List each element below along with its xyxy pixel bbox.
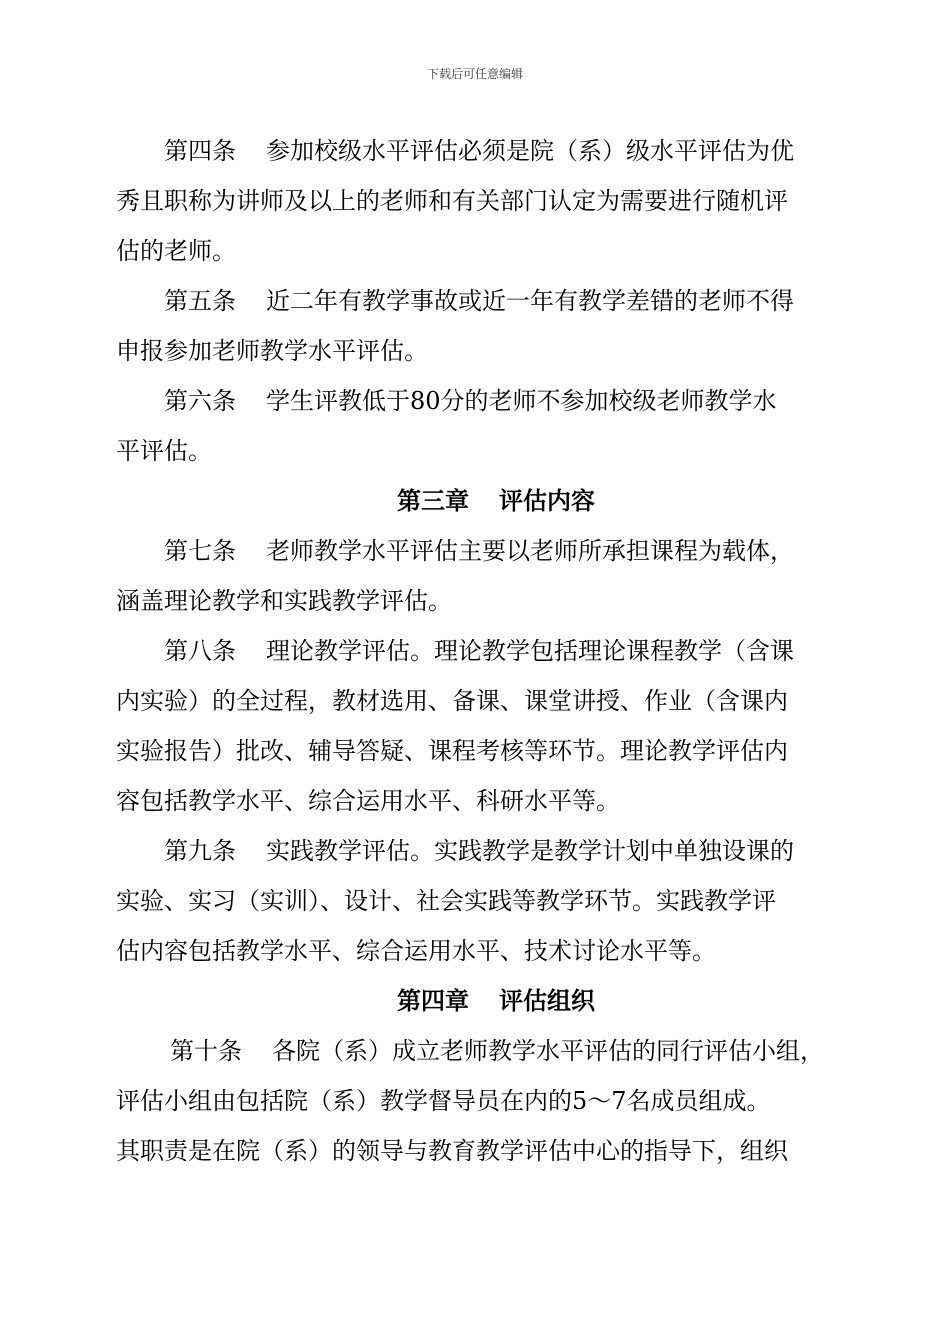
- paragraph-line: [116, 326, 836, 376]
- line-text: 实践教学评估。实践教学是教学计划中单独设课的: [266, 837, 794, 865]
- line-text: 容包括教学水平、综合运用水平、科研水平等。: [116, 787, 620, 815]
- article-number: 第十条: [170, 1037, 242, 1065]
- line-text: 实验、实习（实训）、设计、社会实践等教学环节。实践教学评: [116, 887, 776, 915]
- paragraph-line: [116, 926, 836, 976]
- article-number: 第四条: [164, 137, 236, 165]
- chapter-number: 第三章: [397, 486, 469, 515]
- chapter-title: 评估组织: [499, 986, 595, 1015]
- paragraph-line: [116, 876, 836, 926]
- paragraph-line: [116, 576, 836, 626]
- page-header-note: 下载后可任意编辑: [426, 67, 523, 81]
- paragraph-line: [116, 726, 836, 776]
- line-text: 各院（系）成立老师教学水平评估的同行评估小组，: [272, 1037, 824, 1065]
- paragraph-line: [116, 426, 836, 476]
- paragraph-line: [116, 226, 836, 276]
- article-number: 第九条: [164, 837, 236, 865]
- article-number: 第七条: [164, 537, 236, 565]
- line-text: 秀且职称为讲师及以上的老师和有关部门认定为需要进行随机评: [116, 187, 788, 215]
- paragraph-line: [116, 776, 836, 826]
- chapter-number: 第四章: [397, 986, 469, 1015]
- document-body: [116, 126, 836, 1176]
- line-text: 评估小组由包括院（系）教学督导员在内的5～7名成员组成。: [116, 1087, 771, 1115]
- article-first-line: [116, 126, 836, 176]
- article-first-line: [116, 826, 836, 876]
- article-first-line: [116, 526, 836, 576]
- line-text: 估内容包括教学水平、综合运用水平、技术讨论水平等。: [116, 937, 716, 965]
- line-text: 平评估。: [116, 437, 212, 465]
- chapter-heading: [116, 476, 836, 526]
- line-text: 老师教学水平评估主要以老师所承担课程为载体，: [266, 537, 794, 565]
- article-first-line: [116, 276, 836, 326]
- line-text: 其职责是在院（系）的领导与教育教学评估中心的指导下，组织: [116, 1137, 788, 1165]
- article-number: 第六条: [164, 387, 236, 415]
- paragraph-line: [116, 176, 836, 226]
- line-text: 近二年有教学事故或近一年有教学差错的老师不得: [266, 287, 794, 315]
- paragraph-line: [116, 1126, 836, 1176]
- line-text: 内实验）的全过程，教材选用、备课、课堂讲授、作业（含课内: [116, 687, 788, 715]
- article-first-line: [116, 1026, 836, 1076]
- article-number: 第八条: [164, 637, 236, 665]
- article-first-line: [116, 376, 836, 426]
- line-text: 理论教学评估。理论教学包括理论课程教学（含课: [266, 637, 794, 665]
- line-text: 申报参加老师教学水平评估。: [116, 337, 428, 365]
- line-text: 涵盖理论教学和实践教学评估。: [116, 587, 452, 615]
- line-text: 实验报告）批改、辅导答疑、课程考核等环节。理论教学评估内: [116, 737, 788, 765]
- line-text: 估的老师。: [116, 237, 236, 265]
- article-first-line: [116, 626, 836, 676]
- paragraph-line: [116, 1076, 836, 1126]
- chapter-heading: [116, 976, 836, 1026]
- paragraph-line: [116, 676, 836, 726]
- line-text: 学生评教低于80分的老师不参加校级老师教学水: [266, 387, 777, 415]
- article-number: 第五条: [164, 287, 236, 315]
- chapter-title: 评估内容: [499, 486, 595, 515]
- line-text: 参加校级水平评估必须是院（系）级水平评估为优: [266, 137, 794, 165]
